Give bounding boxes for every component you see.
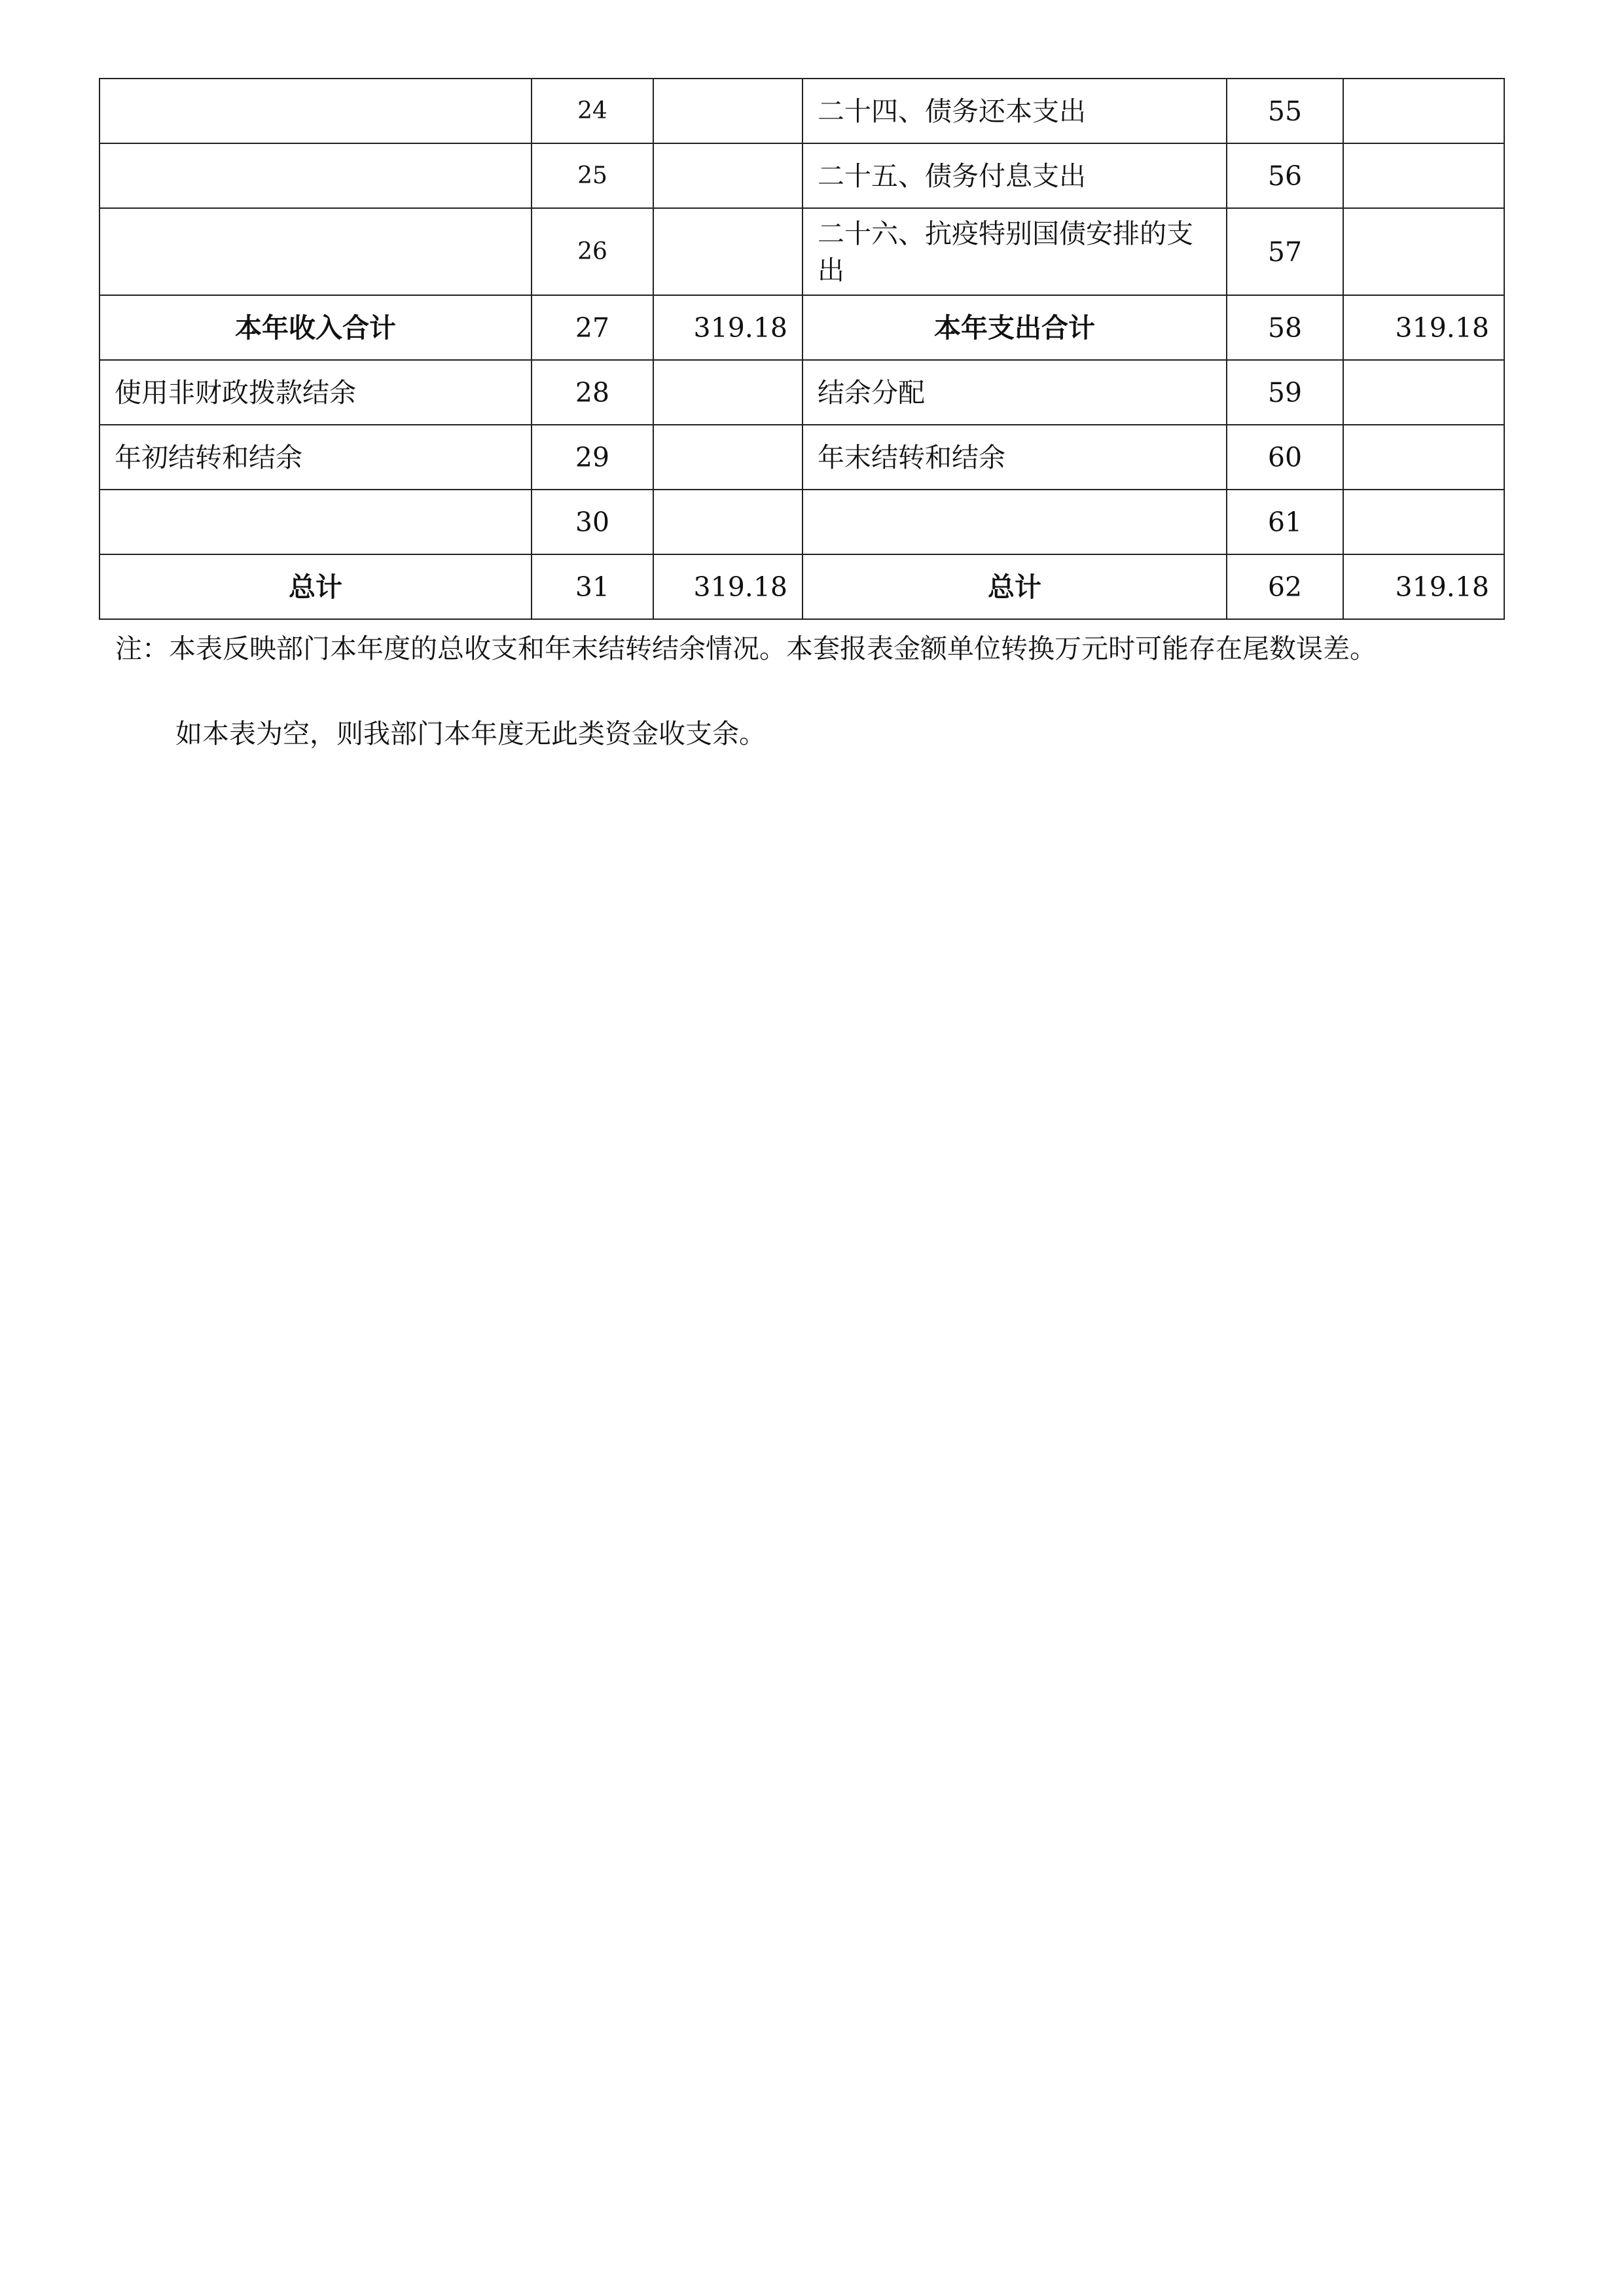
income-line-number: 27: [532, 295, 653, 360]
budget-summary-table: [99, 78, 1505, 620]
expense-line-number: 55: [1227, 79, 1343, 143]
income-line-number: 26: [532, 208, 653, 295]
expense-line-number: 58: [1227, 295, 1343, 360]
table-row: [99, 208, 1504, 295]
expense-subtotal-label: 本年支出合计: [803, 295, 1227, 360]
empty-table-note: 如本表为空，则我部门本年度无此类资金收支余。: [175, 718, 766, 749]
expense-total-amount: 319.18: [1343, 554, 1504, 619]
expense-item-cell: 结余分配: [803, 360, 1227, 425]
expense-amount-cell: [1343, 360, 1504, 425]
expense-line-number: 57: [1227, 208, 1343, 295]
income-item-cell: [99, 143, 532, 208]
income-line-number: 28: [532, 360, 653, 425]
income-line-number: 30: [532, 490, 653, 554]
expense-amount-cell: [1343, 490, 1504, 554]
income-subtotal-amount: 319.18: [653, 295, 803, 360]
income-item-cell: 年初结转和结余: [99, 425, 532, 490]
expense-item-cell: 二十四、债务还本支出: [803, 79, 1227, 143]
income-item-cell: [99, 208, 532, 295]
income-line-number: 31: [532, 554, 653, 619]
income-amount-cell: [653, 143, 803, 208]
expense-line-number: 60: [1227, 425, 1343, 490]
table-row: [99, 425, 1504, 490]
table-row: [99, 143, 1504, 208]
table-row: [99, 360, 1504, 425]
income-total-amount: 319.18: [653, 554, 803, 619]
expense-subtotal-amount: 319.18: [1343, 295, 1504, 360]
income-subtotal-label: 本年收入合计: [99, 295, 532, 360]
expense-line-number: 61: [1227, 490, 1343, 554]
income-line-number: 25: [532, 143, 653, 208]
income-item-cell: [99, 79, 532, 143]
expense-amount-cell: [1343, 143, 1504, 208]
income-amount-cell: [653, 425, 803, 490]
income-amount-cell: [653, 79, 803, 143]
expense-item-cell: 二十六、抗疫特别国债安排的支出: [803, 208, 1227, 295]
expense-line-number: 62: [1227, 554, 1343, 619]
income-amount-cell: [653, 490, 803, 554]
expense-item-cell: 二十五、债务付息支出: [803, 143, 1227, 208]
expense-item-cell: 年末结转和结余: [803, 425, 1227, 490]
table-footnote: 注：本表反映部门本年度的总收支和年末结转结余情况。本套报表金额单位转换万元时可能存在尾数误差。: [115, 633, 1377, 664]
expense-amount-cell: [1343, 208, 1504, 295]
expense-line-number: 59: [1227, 360, 1343, 425]
total-row: [99, 554, 1504, 619]
income-line-number: 24: [532, 79, 653, 143]
income-item-cell: 使用非财政拨款结余: [99, 360, 532, 425]
income-line-number: 29: [532, 425, 653, 490]
table-row: [99, 490, 1504, 554]
expense-total-label: 总计: [803, 554, 1227, 619]
income-total-label: 总计: [99, 554, 532, 619]
expense-amount-cell: [1343, 425, 1504, 490]
income-amount-cell: [653, 360, 803, 425]
expense-item-cell: [803, 490, 1227, 554]
expense-line-number: 56: [1227, 143, 1343, 208]
subtotal-row: [99, 295, 1504, 360]
income-amount-cell: [653, 208, 803, 295]
table-row: [99, 79, 1504, 143]
income-item-cell: [99, 490, 532, 554]
expense-amount-cell: [1343, 79, 1504, 143]
